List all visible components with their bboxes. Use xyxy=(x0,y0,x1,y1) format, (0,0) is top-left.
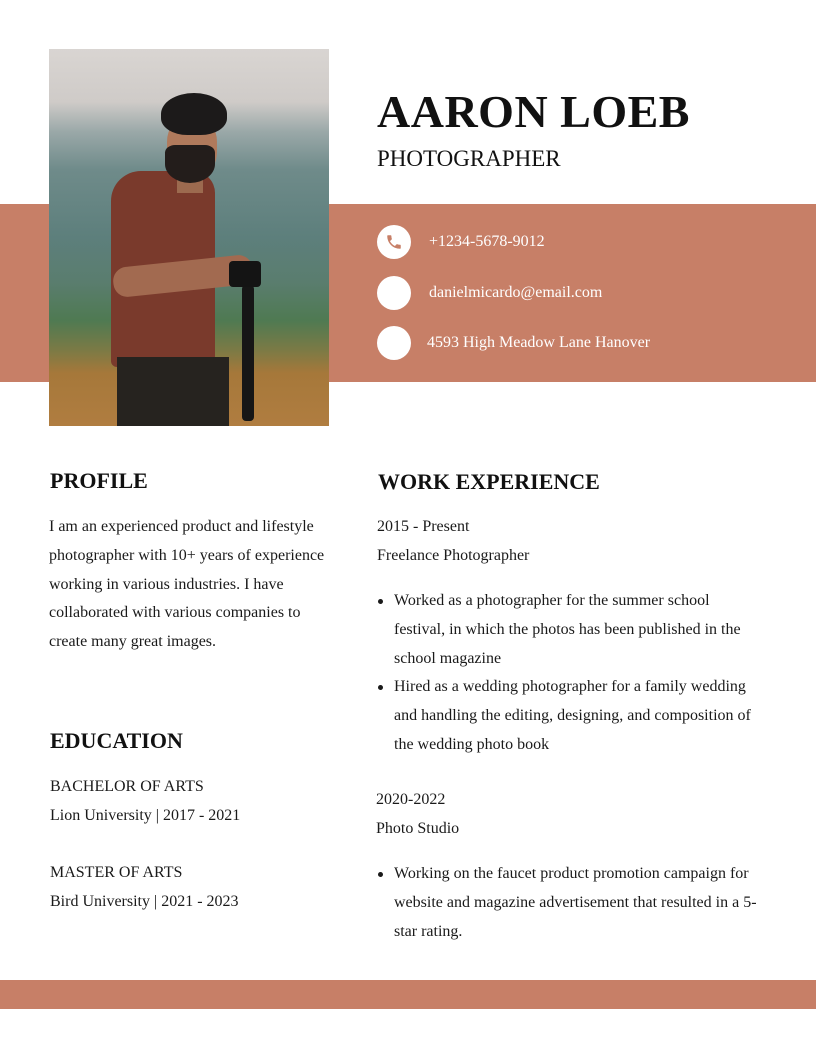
bullet-item: Hired as a wedding photographer for a family wedding and handling the editing, designing, and composition of the wedding photo book xyxy=(377,673,757,759)
location-icon xyxy=(377,326,411,360)
contact-email xyxy=(377,276,602,310)
profile-heading: PROFILE xyxy=(50,468,148,493)
email-icon xyxy=(377,276,411,310)
profile-photo xyxy=(49,49,329,426)
job-period: 2015 - Present xyxy=(377,518,470,535)
job-header xyxy=(377,513,529,571)
profile-text: I am an experienced product and lifestyle photographer with 10+ years of experience working in various industries. I have collaborated with various companies to create many great images. xyxy=(49,518,325,651)
job-period: 2020-2022 xyxy=(376,791,446,808)
job-header xyxy=(376,786,459,844)
degree: MASTER OF ARTS xyxy=(50,864,183,881)
photo-pants xyxy=(117,357,229,426)
phone-icon xyxy=(377,225,411,259)
bullet-item: Worked as a photographer for the summer school festival, in which the photos has been published in the school magazine xyxy=(377,587,757,673)
photo-camera xyxy=(229,261,261,287)
degree: BACHELOR OF ARTS xyxy=(50,778,204,795)
job-bullets xyxy=(377,860,757,946)
contact-phone xyxy=(377,225,545,259)
education-item xyxy=(50,859,239,917)
education-item xyxy=(50,773,240,831)
school: Lion University | 2017 - 2021 xyxy=(50,806,241,824)
address-text: 4593 High Meadow Lane Hanover xyxy=(427,334,651,351)
photo-beard xyxy=(165,145,215,183)
job-role: Freelance Photographer xyxy=(377,546,530,564)
phone-text: +1234-5678-9012 xyxy=(429,233,545,250)
job-bullets xyxy=(377,587,757,760)
contact-address xyxy=(377,326,650,360)
work-heading: WORK EXPERIENCE xyxy=(378,469,600,494)
job-role: Photo Studio xyxy=(376,819,460,837)
education-heading: EDUCATION xyxy=(50,728,183,753)
photo-hair xyxy=(161,93,227,135)
person-title: PHOTOGRAPHER xyxy=(377,146,561,171)
accent-band-bottom xyxy=(0,980,816,1009)
photo-camera-strap xyxy=(242,285,254,421)
bullet-item: Working on the faucet product promotion campaign for website and magazine advertisement that resulted in a 5-star rating. xyxy=(377,860,757,946)
email-text: danielmicardo@email.com xyxy=(429,284,603,301)
school: Bird University | 2021 - 2023 xyxy=(50,892,239,910)
person-name: AARON LOEB xyxy=(377,86,690,137)
